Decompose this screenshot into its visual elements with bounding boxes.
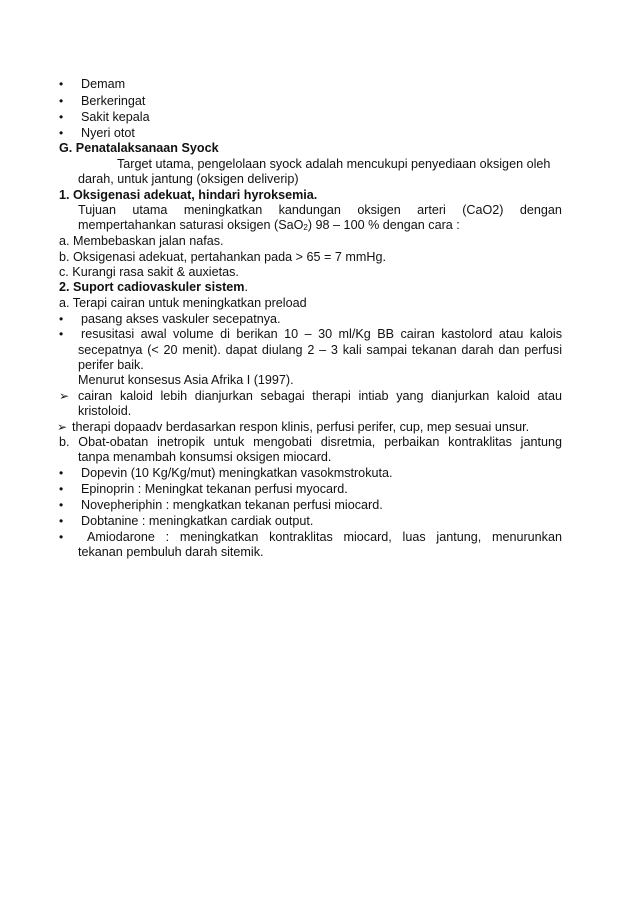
bullet-icon: • [59,110,64,124]
word: meningkatkan [183,203,263,217]
list-item: Epinoprin : Meningkat tekanan perfusi myocard. [81,482,348,496]
sub-item-c: c. Kurangi rasa sakit & auxietas. [59,265,239,279]
paragraph-line: Target utama, pengelolaan syock adalah mencukupi penyediaan oksigen oleh [117,157,551,171]
word: arteri [417,203,446,217]
paragraph-line: tekanan pembuluh darah sitemik. [78,545,264,559]
list-item: Demam [81,77,126,91]
paragraph-line: Menurut konsesus Asia Afrika I (1997). [78,373,294,387]
list-item: resusitasi awal volume di berikan 10 – 30 ml/Kg BB cairan kastolord atau kalois [81,327,562,341]
bullet-icon: • [59,514,64,528]
sub-item-b: b. Oksigenasi adekuat, pertahankan pada > 65 = 7 mmHg. [59,250,386,264]
bullet-icon: • [59,77,64,91]
paragraph-line: mempertahankan saturasi oksigen (SaO$_2$) 98 – 100 % dengan cara : [78,218,460,232]
word: Tujuan [78,203,117,217]
bullet-icon: • [59,94,64,108]
arrow-bullet-icon: ➢ [57,420,68,434]
list-item: Dobtanine : meningkatkan cardiak output. [81,514,314,528]
list-item: Sakit kepala [81,110,150,124]
paragraph-line: kristoloid. [78,404,132,418]
list-item: Nyeri otot [81,126,135,140]
sub-item-a: a. Terapi cairan untuk meningkatkan preload [59,296,307,310]
bullet-icon: • [59,126,64,140]
bullet-icon: • [59,482,64,496]
paragraph-line: tanpa menambah konsumsi oksigen miocard. [78,450,332,464]
bullet-icon: • [59,466,64,480]
list-item: pasang akses vaskuler secepatnya. [81,312,281,326]
bullet-icon: • [59,312,64,326]
bullet-icon: • [59,530,64,544]
justified-line [78,203,562,218]
list-item: therapi dopaadv berdasarkan respon klinis, perfusi perifer, cup, mep sesuai unsur. [72,420,530,434]
paragraph-line: perifer baik. [78,358,144,372]
sub-item-b: b. Obat-obatan inetropik untuk mengobati disretmia, perbaikan kontraklitas jantung [59,435,562,449]
word: (CaO2) [462,203,504,217]
sub-item-a: a. Membebaskan jalan nafas. [59,234,224,248]
word: oksigen [357,203,401,217]
item-heading: 1. Oksigenasi adekuat, hindari hyroksemia. [59,188,318,202]
item-heading: 2. Suport cadiovaskuler sistem. [59,280,248,294]
arrow-bullet-icon: ➢ [59,389,70,403]
section-heading: G. Penatalaksanaan Syock [59,141,219,155]
list-item: Novepheriphin : mengkatkan tekanan perfusi miocard. [81,498,383,512]
word: kandungan [278,203,341,217]
list-item: Amiodarone : meningkatkan kontraklitas miocard, luas jantung, menurunkan [87,530,562,544]
bullet-icon: • [59,498,64,512]
paragraph-line: darah, untuk jantung (oksigen deliverip) [78,172,299,186]
list-item: Dopevin (10 Kg/Kg/mut) meningkatkan vasokmstrokuta. [81,466,393,480]
list-item: cairan kaloid lebih dianjurkan sebagai therapi intiab yang dianjurkan kaloid atau [78,389,562,403]
word: dengan [519,203,562,217]
paragraph-line: secepatnya (< 20 menit). dapat diulang 2 – 3 kali sampai tekanan darah dan perfusi [78,343,562,357]
word: utama [132,203,168,217]
list-item: Berkeringat [81,94,146,108]
bullet-icon: • [59,327,64,341]
